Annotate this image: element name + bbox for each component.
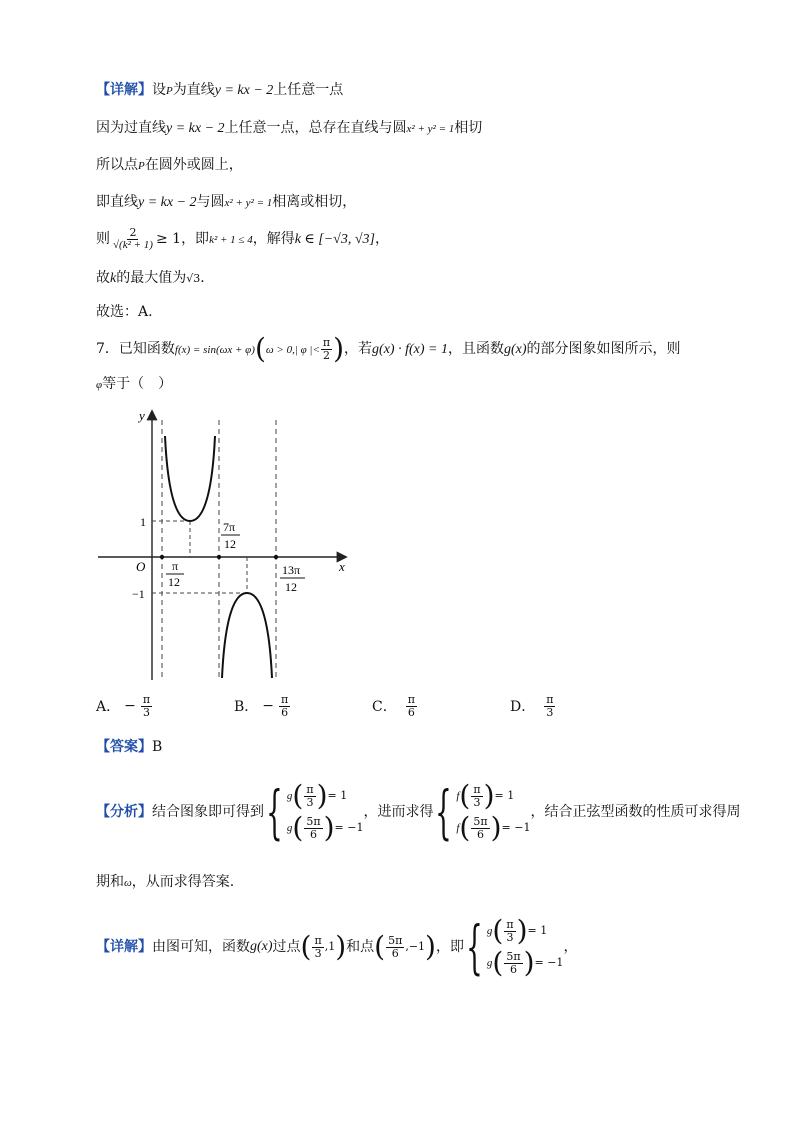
option-a[interactable]: A． − $\frac{\pi}{3}$ bbox=[96, 693, 151, 719]
fraction: $\frac{\pi}{3}$ bbox=[314, 933, 322, 960]
fraction: $\frac{\pi}{2}$ bbox=[322, 335, 331, 362]
text: ，且函数 bbox=[447, 341, 504, 357]
answer-tag: 【答案】 bbox=[96, 739, 152, 755]
text: ，结合正弦型函数的性质可求得周 bbox=[530, 804, 741, 820]
text: ，进而求得 bbox=[363, 804, 434, 820]
text: 期和 bbox=[96, 874, 124, 890]
solution-line-1 bbox=[96, 80, 343, 101]
circle-equation: x² + y² = 1 bbox=[406, 123, 455, 135]
x-tick-7pi-12-num: 7π bbox=[223, 520, 236, 534]
line-equation: y = kx − 2 bbox=[214, 83, 274, 98]
text: ，即 bbox=[435, 939, 464, 955]
solution-line-7: 故选：A. bbox=[96, 304, 153, 320]
detail-tag: 【详解】 bbox=[96, 939, 152, 955]
point-p: P bbox=[166, 85, 173, 97]
x-tick-pi-12-num: π bbox=[172, 559, 179, 573]
function-g: g(x) bbox=[503, 342, 527, 357]
text: 由图可知，函数 bbox=[152, 939, 250, 955]
omega: ω bbox=[124, 877, 132, 889]
solution-line-6 bbox=[96, 268, 205, 289]
text: 上任意一点，总存在直线与圆 bbox=[224, 120, 407, 136]
curve-upper-branch bbox=[165, 436, 215, 521]
tick-dot bbox=[274, 555, 278, 559]
function-graph bbox=[90, 400, 360, 690]
line-equation: y = kx − 2 bbox=[138, 195, 197, 210]
text: 相离或相切， bbox=[272, 194, 357, 210]
text: 即直线 bbox=[96, 194, 138, 210]
detail-line-2: 【详解】 由图可知，函数 g(x) 过点 ( $\frac{\pi}{3}$ ,1 ) 和点 ( $\frac{5\pi}{6}$ ,−1 ) ，即 { g ( $\frac{\pi}{3}$ ) = 1 g ( $\frac{5\pi}{6}$ ) = −1 ， bbox=[96, 913, 578, 981]
text: 相切 bbox=[454, 120, 483, 136]
answer-value: B bbox=[152, 739, 163, 755]
solution-line-4 bbox=[96, 192, 356, 213]
circle-equation: x² + y² = 1 bbox=[224, 197, 273, 209]
text: 等于（ ） bbox=[102, 376, 173, 392]
text: 与圆 bbox=[196, 194, 225, 210]
question-7-line-2 bbox=[96, 374, 172, 395]
answer-line bbox=[96, 737, 162, 757]
text: 和点 bbox=[346, 939, 375, 955]
curve-lower-branch bbox=[222, 593, 272, 678]
text: 故 bbox=[96, 270, 110, 286]
text: 所以点 bbox=[96, 157, 138, 173]
x-tick-pi-12-den: 12 bbox=[168, 575, 180, 589]
inequality: ≥ 1 bbox=[155, 231, 182, 247]
text: ，若 bbox=[344, 341, 373, 357]
text: 因为过直线 bbox=[96, 120, 166, 136]
text: 结合图象即可得到 bbox=[152, 804, 264, 820]
max-value: √3 bbox=[186, 272, 201, 285]
text: 为直线 bbox=[172, 82, 215, 98]
text: 则 bbox=[96, 231, 110, 247]
point-p: P bbox=[138, 160, 145, 172]
origin-label: O bbox=[136, 559, 146, 574]
tick-dot bbox=[217, 555, 221, 559]
function-g: g(x) bbox=[250, 939, 273, 954]
text: ， bbox=[375, 231, 389, 247]
solution-interval: k ∈ [−√3, √3] bbox=[294, 232, 375, 247]
f-system: { f ( $\frac{\pi}{3}$ ) = 1 f ( $\frac{5\pi}{6}$ ) = −1 bbox=[435, 778, 531, 846]
var-k: k bbox=[110, 271, 117, 286]
inequality: k² + 1 ≤ 4 bbox=[209, 234, 253, 246]
text: ， bbox=[563, 939, 578, 955]
analysis-line-1 bbox=[96, 770, 740, 854]
x-tick-7pi-12-den: 12 bbox=[224, 537, 236, 551]
function-f: f(x) = sin(ωx + φ) bbox=[174, 344, 255, 356]
option-d[interactable]: D． $\frac{\pi}{3}$ bbox=[510, 693, 554, 719]
solution-line-5 bbox=[96, 222, 389, 257]
line-equation: y = kx − 2 bbox=[166, 121, 225, 136]
analysis-line-2 bbox=[96, 872, 234, 893]
text: 7．已知函数 bbox=[96, 341, 175, 357]
x-axis-label: x bbox=[339, 559, 345, 574]
option-b[interactable]: B． − $\frac{\pi}{6}$ bbox=[234, 693, 289, 719]
question-7-line-1: 7．已知函数f(x) = sin(ωx + φ)(ω > 0,| φ |< $\frac{\pi}{2}$ )，若g(x) · f(x) = 1，且函数g(x)的部分图象如图所示，则 bbox=[96, 332, 681, 365]
solution-line-3 bbox=[96, 155, 243, 176]
text: 上任意一点 bbox=[273, 82, 344, 98]
y-tick-1: 1 bbox=[140, 515, 146, 529]
text: ，解得 bbox=[252, 231, 295, 247]
text: 在圆外或圆上， bbox=[144, 157, 243, 173]
detail-tag: 【详解】 bbox=[96, 82, 152, 98]
condition: ω > 0,| φ |< bbox=[265, 344, 320, 356]
product-equation: g(x) · f(x) = 1 bbox=[372, 342, 448, 357]
fraction: $\frac{5\pi}{6}$ bbox=[388, 933, 403, 960]
y-tick-neg-1: −1 bbox=[132, 587, 145, 601]
text: 的最大值为 bbox=[116, 270, 187, 286]
phi: φ bbox=[96, 379, 103, 391]
option-c[interactable]: C． $\frac{\pi}{6}$ bbox=[372, 693, 415, 719]
g-system: { g ( $\frac{\pi}{3}$ ) = 1 g ( $\frac{5\pi}{6}$ ) = −1 bbox=[466, 913, 564, 981]
solution-line-2 bbox=[96, 118, 482, 139]
text: ，即 bbox=[181, 231, 210, 247]
x-tick-13pi-12-num: 13π bbox=[282, 563, 301, 577]
analysis-tag: 【分析】 bbox=[96, 804, 152, 820]
y-axis-label: y bbox=[139, 408, 145, 423]
g-system: { g ( $\frac{\pi}{3}$ ) = 1 g ( $\frac{5\pi}{6}$ ) = −1 bbox=[266, 778, 364, 846]
x-tick-13pi-12-den: 12 bbox=[285, 580, 297, 594]
text: . bbox=[200, 270, 205, 286]
text: ，从而求得答案. bbox=[131, 874, 235, 890]
text: 设 bbox=[152, 82, 166, 98]
tick-dot bbox=[160, 555, 164, 559]
fraction: $\frac{2}{\text{√(k² + 1)}}$ bbox=[113, 225, 153, 251]
text: 的部分图象如图所示，则 bbox=[526, 341, 681, 357]
text: 过点 bbox=[272, 939, 301, 955]
